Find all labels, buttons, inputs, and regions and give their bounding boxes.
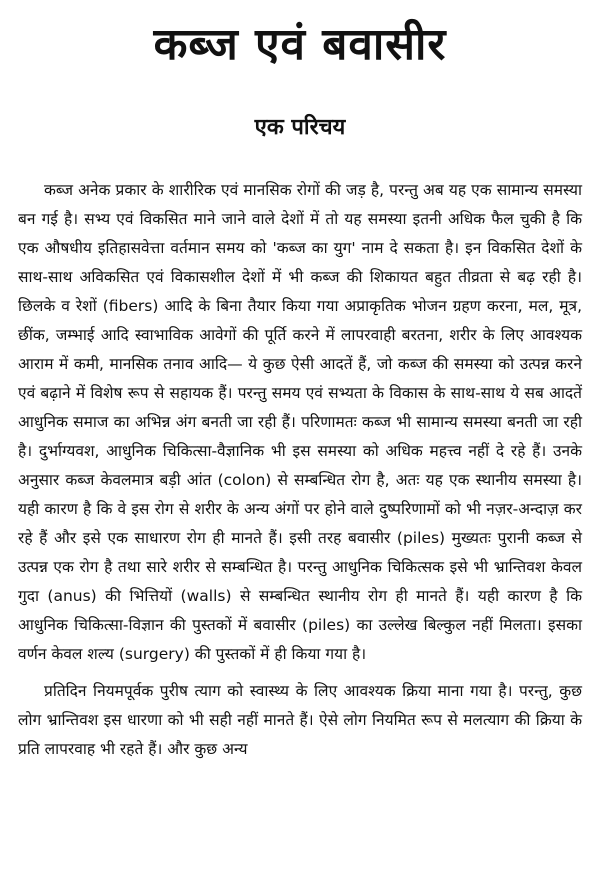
page-title: कब्ज एवं बवासीर bbox=[153, 19, 447, 70]
section-subtitle: एक परिचय bbox=[254, 115, 346, 140]
body-paragraph: कब्ज अनेक प्रकार के शारीरिक एवं मानसिक रोगों की जड़ है, परन्तु अब यह एक सामान्य समस्या बन गई है। सभ्य एवं विकसित माने जाने वाले देशों में तो यह समस्या इतनी अधिक फैल चुकी है कि एक औषधीय इतिहासवेत्ता वर्तमान समय को 'कब्ज का युग' नाम दे सकता है। इन विकसित देशों के साथ-साथ अविकसित एवं विकासशील देशों में भी कब्ज की शिकायत बहुत तीव्रता से बढ़ रही है। छिलके व रेशों (fibers) आदि के बिना तैयार किया गया अप्राकृतिक भोजन ग्रहण करना, मल, मूत्र, छींक, जम्भाई आदि स्वाभाविक आवेगों की पूर्ति करने में लापरवाही बरतना, शरीर के लिए आवश्यक आराम में कमी, मानसिक तनाव आदि— ये कुछ ऐसी आदतें हैं, जो कब्ज की समस्या को उत्पन्न करने एवं बढ़ाने में विशेष रूप से सहायक हैं। परन्तु समय एवं सभ्यता के विकास के साथ-साथ ये सब आदतें आधुनिक समाज का अभिन्न अंग बनती जा रही हैं। परिणामतः कब्ज भी सामान्य समस्या बनती जा रही है। दुर्भाग्यवश, आधुनिक चिकित्सा-वैज्ञानिक भी इस समस्या को अधिक महत्त्व नहीं दे रहे हैं। उनके अनुसार कब्ज केवलमात्र बड़ी आंत (colon) से सम्बन्धित रोग है, अतः यह एक स्थानीय समस्या है। यही कारण है कि वे इस रोग से शरीर के अन्य अंगों पर होने वाले दुष्परिणामों को भी नज़र-अन्दाज़ कर रहे हैं और इसे एक साधारण रोग ही मानते हैं। इसी तरह बवासीर (piles) मुख्यतः पुरानी कब्ज से उत्पन्न एक रोग है तथा सारे शरीर से सम्बन्धित है। परन्तु आधुनिक चिकित्सक इसे भी भ्रान्तिवश केवल गुदा (anus) की भित्तियों (walls) से सम्बन्धित स्थानीय रोग ही मानते हैं। यही कारण है कि आधुनिक चिकित्सा-विज्ञान की पुस्तकों में बवासीर (piles) का उल्लेख बिल्कुल नहीं मिलता। इसका वर्णन केवल शल्य (surgery) की पुस्तकों में ही किया गया है। bbox=[18, 181, 582, 663]
body-paragraph: प्रतिदिन नियमपूर्वक पुरीष त्याग को स्वास्थ्य के लिए आवश्यक क्रिया माना गया है। परन्तु, कुछ लोग भ्रान्तिवश इस धारणा को भी सही नहीं मानते हैं। ऐसे लोग नियमित रूप से मलत्याग की क्रिया के प्रति लापरवाह भी रहते हैं। और कुछ अन्य bbox=[18, 682, 582, 758]
